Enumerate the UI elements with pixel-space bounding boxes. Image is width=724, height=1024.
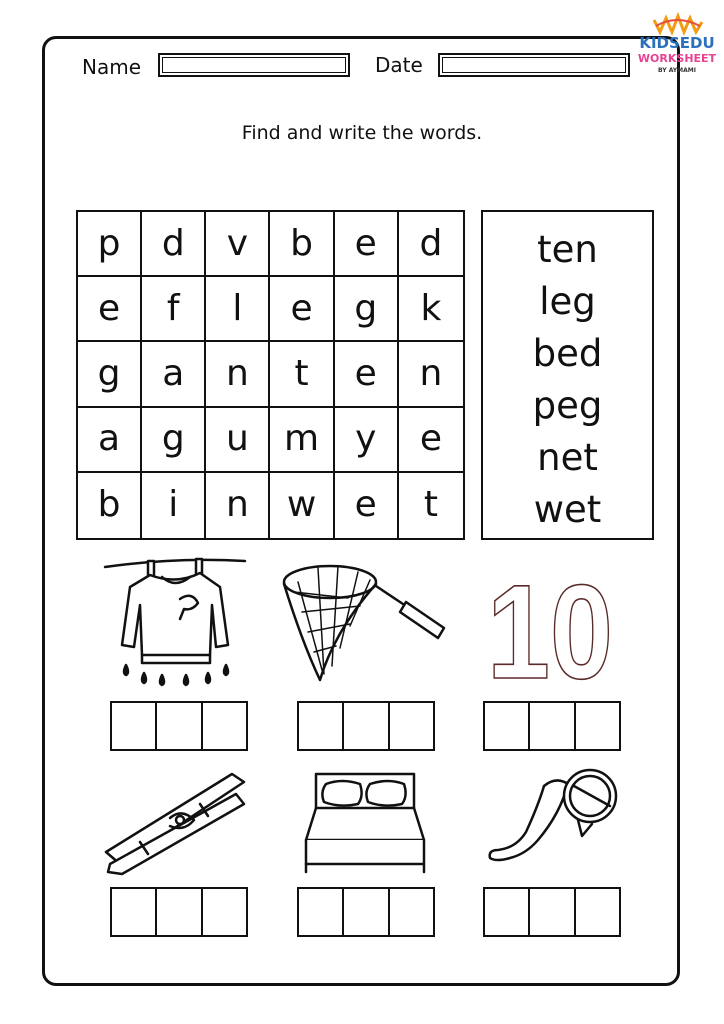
butterfly-net-icon	[278, 562, 450, 687]
grid-letter-cell[interactable]: g	[142, 408, 206, 473]
grid-letter-cell[interactable]: e	[399, 408, 463, 473]
grid-letter-cell[interactable]: g	[335, 277, 399, 342]
bed-icon	[302, 770, 428, 876]
answer-box-leg[interactable]	[483, 887, 621, 937]
grid-letter-cell[interactable]: e	[78, 277, 142, 342]
grid-letter-cell[interactable]: p	[78, 212, 142, 277]
grid-letter-cell[interactable]: g	[78, 342, 142, 407]
answer-box-wet[interactable]	[110, 701, 248, 751]
instruction: Find and write the words.	[241, 122, 483, 144]
answer-box-peg[interactable]	[110, 887, 248, 937]
grid-letter-cell[interactable]: t	[270, 342, 334, 407]
grid-letter-cell[interactable]: t	[423, 484, 438, 526]
grid-letter-cell[interactable]: n	[399, 342, 463, 407]
grid-letter-cell[interactable]: f	[142, 277, 206, 342]
grid-letter-cell[interactable]: e	[270, 277, 334, 342]
logo-line1: KIDSEDU	[639, 34, 715, 52]
name-field[interactable]	[158, 53, 350, 77]
kidsedu-logo	[632, 12, 722, 76]
date-field[interactable]	[438, 53, 630, 77]
name-label: Name	[82, 55, 142, 79]
grid-letter-cell[interactable]: b	[78, 473, 142, 538]
grid-letter-cell[interactable]: w	[270, 473, 334, 538]
grid-letter-cell[interactable]: e	[335, 473, 399, 538]
grid-letter-cell[interactable]: y	[335, 408, 399, 473]
word-list-item: peg	[532, 384, 603, 427]
grid-letter-cell[interactable]: m	[270, 408, 334, 473]
logo-line2: WORKSHEET	[637, 52, 717, 65]
grid-letter-cell[interactable]: v	[206, 212, 270, 277]
grid-letter-cell[interactable]: e	[335, 342, 399, 407]
answer-box-ten[interactable]	[483, 701, 621, 751]
wet-sweater-icon	[100, 555, 250, 690]
logo-line3: BY AYMAMI	[658, 67, 696, 74]
grid-letter-cell[interactable]: i	[142, 473, 206, 538]
grid-letter-cell[interactable]: n	[206, 473, 270, 538]
grid-letter-cell[interactable]: k	[399, 277, 463, 342]
word-search-grid	[76, 210, 465, 540]
number-ten-icon	[484, 558, 616, 707]
grid-letter-cell[interactable]: d	[399, 212, 463, 277]
grid-letter-cell[interactable]: e	[335, 212, 399, 277]
word-list-item: ten	[537, 228, 598, 271]
word-list-item: leg	[539, 280, 596, 323]
grid-letter-cell[interactable]: a	[142, 342, 206, 407]
date-label: Date	[375, 53, 423, 77]
grid-letter-cell[interactable]: b	[270, 212, 334, 277]
word-list-box	[481, 210, 654, 540]
word-list-item: bed	[532, 332, 603, 375]
clothes-peg-icon	[100, 768, 250, 876]
grid-letter-cell[interactable]: l	[206, 277, 270, 342]
leg-icon	[486, 766, 618, 874]
grid-letter-cell[interactable]: n	[206, 342, 270, 407]
grid-letter-cell[interactable]: d	[142, 212, 206, 277]
grid-letter-cell[interactable]: a	[78, 408, 142, 473]
word-list-item: net	[537, 436, 598, 479]
answer-box-net[interactable]	[297, 701, 435, 751]
answer-box-bed[interactable]	[297, 887, 435, 937]
grid-letter-cell[interactable]: u	[206, 408, 270, 473]
word-list-item: wet	[533, 488, 602, 531]
ten-numeral: 10	[487, 558, 613, 707]
